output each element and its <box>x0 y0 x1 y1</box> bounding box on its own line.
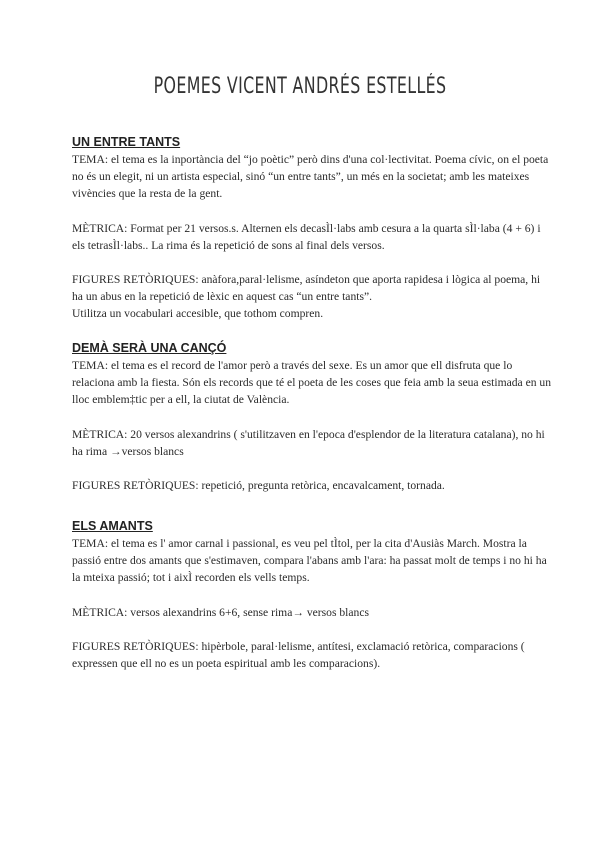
figures-paragraph: FIGURES RETÒRIQUES: hipèrbole, paral·lelisme, antítesi, exclamació retòrica, comparacions ( expressen que ell no es un poeta espiritual amb les comparacions). <box>72 639 525 671</box>
document-title: POEMES VICENT ANDRÉS ESTELLÉS <box>153 74 447 99</box>
section-un-entre-tants <box>72 134 552 323</box>
tema-paragraph: TEMA: el tema es l' amor carnal i passional, es veu pel tÌtol, per la cita d'Ausiàs March. Mostra la passió entre dos amants que s'estimaven, compara l'abans amb l'ara: ha passat molt de temps i no hi ha la mteixa passió; tot i aixÌ recorden els vells temps. <box>72 537 547 585</box>
metrica-paragraph: MÈTRICA: 20 versos alexandrins ( s'utilitzaven en l'epoca d'esplendor de la literatura catalana), no hi ha rima →versos blancs <box>72 427 545 458</box>
section-heading: ELS AMANTS <box>72 519 153 533</box>
tema-paragraph: TEMA: el tema es la inportància del “jo poètic” però dins d'una col·lectivitat. Poema cívic, on el poeta no és un elegit, ni un artista especial, sinó “un entre tants”, un més en la societat; amb les mateixes vivències que la resta de la gent. <box>72 153 549 201</box>
figures-paragraph: FIGURES RETÒRIQUES: anàfora,paral·lelisme, asíndeton que aporta rapidesa i lògica al poema, hi ha un abus en la repetició de lèxic en aquest cas “un entre tants”. <box>72 273 541 304</box>
tema-paragraph: TEMA: el tema es el record de l'amor però a través del sexe. Es un amor que ell disfruta que lo relaciona amb la fiesta. Són els records que té el poeta de les coses que feia amb la seua estimada en un lloc emblem‡tic per a ell, la ciutat de València. <box>72 359 552 407</box>
metrica-paragraph: MÈTRICA: versos alexandrins 6+6, sense rima→ versos blancs <box>72 605 369 619</box>
section-heading: UN ENTRE TANTS <box>72 135 181 149</box>
metrica-paragraph: MÈTRICA: Format per 21 versos.s. Alternen els decasÌl·labs amb cesura a la quarta sÌl·laba (4 + 6) i els tetrasÌl·labs.. La rima és la repetició de sons al final dels versos. <box>72 221 541 252</box>
section-heading: DEMÀ SERÀ UNA CANÇÓ <box>72 341 227 355</box>
extra-paragraph: Utilitza un vocabulari accesible, que tothom compren. <box>72 307 324 321</box>
figures-paragraph: FIGURES RETÒRIQUES: repetició, pregunta retòrica, encavalcament, tornada. <box>72 479 445 493</box>
section-dema-sera-una-canco <box>72 340 552 494</box>
section-els-amants <box>72 518 552 672</box>
